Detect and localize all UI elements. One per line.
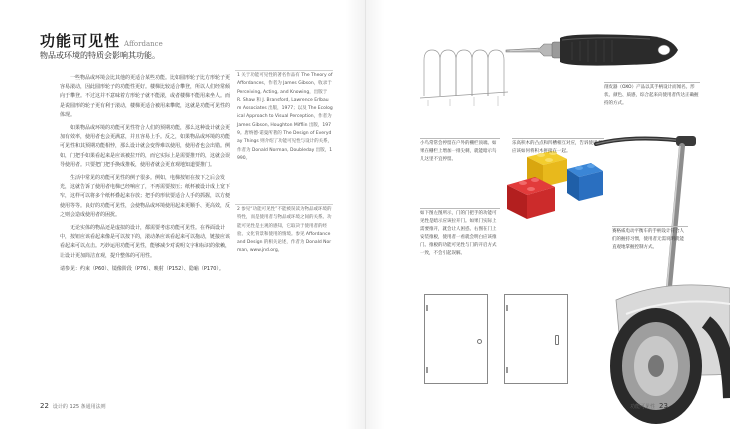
fence-rack-image: [420, 36, 510, 116]
door-hinge: [506, 367, 508, 373]
sidebar-note-2: 2 参见“功能可见性”不能被误读为物品或环境的特性，而是使用者与物品或环境之间的关系。功能可见性是主观的感知，它取决于使用者的经验、文化背景和使用的情境。参见 Affordance and Design 的相关论述，作者为 Donald Norman, www.jnd.org。: [237, 207, 332, 254]
door-hinge: [426, 305, 428, 311]
caption-rule: [612, 226, 688, 227]
footer-left: [40, 402, 106, 410]
caption-peeler: 削皮器（OXO）产品以其手柄设计而闻名。形状、颜色、质感，综合起来向使用者传达正确握持的方式。: [604, 85, 699, 106]
see-also-label: 请参见：: [60, 265, 81, 272]
door-knob: [477, 339, 482, 344]
footer-right: [630, 402, 668, 410]
body-paragraph: 如果物品或环境的功能可见性符合人们的预期功能，那么这种设计就会更加有效率，使用者也会更满意，并且容易上手。反之，如果物品或环境的功能可见性和其预期功能相悖，那么设计就会变得难以使用，使用者也会出错。例如，门把手如果看起来是应该被拉开的，而它实际上是需要推开的，这就会误导使用者。只要把门把手换成推板，使用者就会更直观地知道要推门。: [60, 125, 231, 168]
caption-rule: [420, 138, 500, 139]
sidebar-note-1: 1 关于功能可见性的著名作品有 The Theory of Affordances，作者为 James Gibson，收录于 Perceiving, Acting, and Knowing，出版于 R. Shaw 和 J. Bransford, Lawrence Erlbaum Associates 出版，1977；以及 The Ecological Approach to Visual Perception，作者为 James Gibson, Houghton Mifflin 出版，1979。唐纳德·诺曼所著的 The Design of Everyday Things 则介绍了功能可见性与设计的关系，作者为 Donald Norman, Doubleday 出版，1990。: [237, 73, 333, 161]
caption-fence: 小鸟常常会停留在户外的栅栏顶端。如果在栅栏上增加一排尖刺，就能暗示鸟儿这里不宜停留。: [420, 141, 497, 162]
door-hinge: [506, 305, 508, 311]
see-also-list: 约束（P60）、镜像阶段（P76）、映射（P152）、隐喻（P170）。: [80, 265, 224, 272]
footer-left-text: 设计的 125 条通用法则: [52, 404, 106, 410]
caption-segway: 赛格威电动平衡车的手柄设计符合人们的握持习惯，使用者无需说明就能直观地掌握控制方式。: [612, 229, 684, 250]
body-paragraph: 一些物品或环境会比其他的更适合某些功能。比如圆形轮子比方形轮子更容易滚动，因此圆形轮子的功能性更好。楼梯比较适合攀登，所以人们经常倾向于攀登。不过这并不意味着方形轮子就不能滚，或者楼梯不能用来坐人。而是说圆形的轮子更有利于滚动，楼梯更适合被用来攀爬，这就是功能可见性的体现。: [60, 75, 231, 118]
caption-lego: 乐高积木的凸点和凹槽相互对应，告诉使用者应该如何将积木拼接在一起。: [512, 141, 602, 154]
gutter-line: [365, 0, 366, 429]
see-also: [60, 265, 230, 274]
segway-image: [556, 128, 730, 429]
title-zh: 功能可见性: [40, 32, 121, 50]
caption-rule: [420, 208, 500, 209]
footer-right-text: 功能可见性: [630, 404, 656, 410]
title-en: Affordance: [124, 40, 163, 48]
page-subtitle: 物品或环境的特质会影响其功能。: [40, 51, 160, 60]
body-paragraph: 无论实体的物品还是虚拟的设计，都需要考虑功能可见性。在界面设计中，按钮应该看起来像是可以按下的，滚动条应该看起来可以拖动，链接应该看起来可以点击。巧妙运用功能可见性，能够减少对说明文字和标识的依赖，让设计更加简洁直观，提升整体的可用性。: [60, 225, 231, 259]
caption-rule: [604, 82, 700, 83]
peeler-image: [500, 18, 700, 78]
sidebar-rule: [235, 204, 333, 205]
page-title: [40, 30, 163, 51]
page-number-left: 22: [40, 402, 49, 410]
sidebar-rule: [235, 70, 333, 71]
body-paragraph: 生活中常见的功能可见性的例子很多。例如，电梯按钮在按下之后会发光，这就告诉了使用者电梯已经响应了，不再需要按压；纸杯被设计成上宽下窄，这样可以将多个纸杯叠起来存放；把手的形状要适合人手的抓握，以方便使用等等。良好的功能可见性，会使物品或环境使用起来更顺手、更高效，反之则会造成使用者的困扰。: [60, 175, 231, 218]
caption-doors: 如下图左图所示，门的门把手的功能可见性是暗示应该拉开门。如果门实际上需要推开，就会让人困惑。右图在门上安装推板，使用者一看就会明白应该推门。推板的功能可见性与门的开启方式一致，不会引起误解。: [420, 211, 497, 256]
door-hinge: [426, 367, 428, 373]
page-number-right: 23: [659, 402, 668, 410]
body-text: [60, 74, 230, 274]
door-with-handle: [424, 294, 488, 384]
